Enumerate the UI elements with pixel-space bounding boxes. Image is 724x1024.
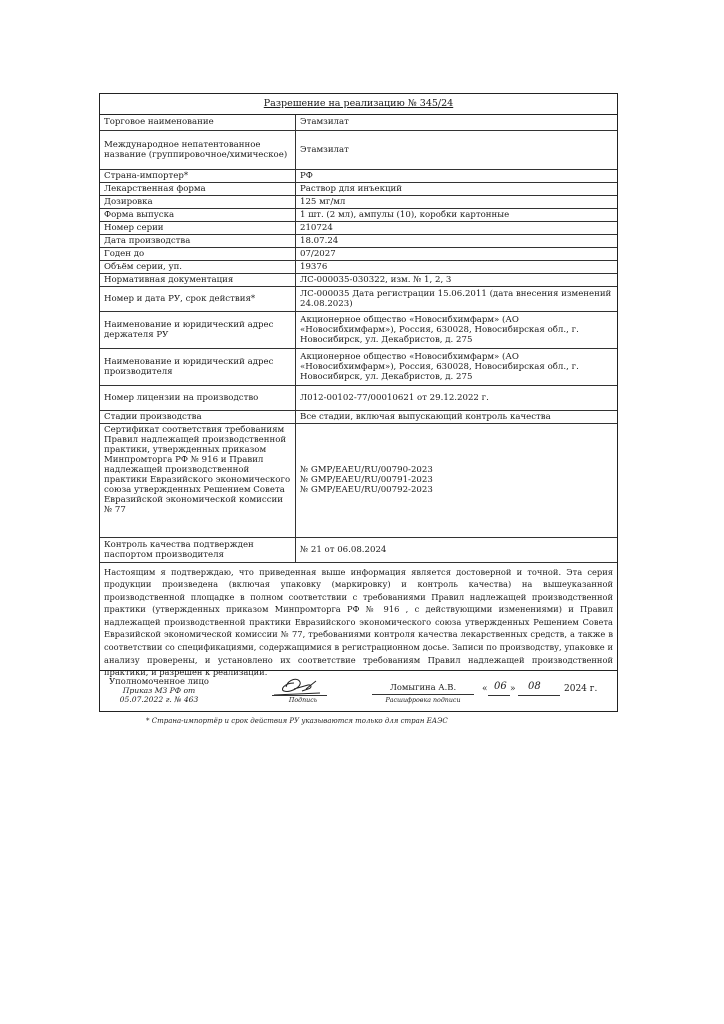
row-value: ЛС-000035 Дата регистрации 15.06.2011 (дата внесения изменений 24.08.2023): [296, 286, 618, 311]
row-value: 07/2027: [296, 247, 618, 260]
row-value: РФ: [296, 169, 618, 182]
row-label: Номер лицензии на производство: [100, 385, 296, 410]
row-label: Наименование и юридический адрес держателя РУ: [100, 311, 296, 348]
row-label: Наименование и юридический адрес производителя: [100, 348, 296, 385]
row-value: ЛС-000035-030322, изм. № 1, 2, 3: [296, 273, 618, 286]
table-row: [100, 208, 617, 221]
table-row: [100, 410, 617, 423]
table-row: [100, 311, 617, 348]
footnote: * Страна-импортёр и срок действия РУ указываются только для стран ЕАЭС: [146, 717, 448, 725]
table-row: [100, 260, 617, 273]
row-label: Международное непатентованное название (группировочное/химическое): [100, 130, 296, 169]
row-value: 18.07.24: [296, 234, 618, 247]
row-value: Все стадии, включая выпускающий контроль качества: [296, 410, 618, 423]
row-label: Дата производства: [100, 234, 296, 247]
row-value: Л012-00102-77/00010621 от 29.12.2022 г.: [296, 385, 618, 410]
table-row: [100, 130, 617, 169]
confirmation-statement: Настоящим я подтверждаю, что приведенная выше информация является достоверной и точной. Эта серия продукции произведена (включая упаковку (маркировку) и контроль качества) на вышеуказанной производственной площадке в полном соответствии с требованиями Правил надлежащей производственной практики (утвержденных приказом Минпромторга РФ № 916 , с действующими изменениями) и Правил надлежащей производственной практики Евразийского экономического союза утвержденных Решением Совета Евразийской экономической комиссии № 77, требованиями контроля качества лекарственных средств, а также в соответствии со спецификациями, содержащимися в регистрационном досье. Записи по производству, упаковке и анализу проверены, и установлено их соответствие требованиям Правил надлежащей производственной практики, и разрешен к реализации.: [100, 563, 617, 671]
product-info-table: [100, 115, 617, 563]
row-label: Страна-импортер*: [100, 169, 296, 182]
signer-name: Ломыгина А.В.: [389, 681, 457, 692]
row-label: Номер серии: [100, 221, 296, 234]
document-title: Разрешение на реализацию № 345/24: [100, 94, 617, 115]
table-row: [100, 423, 617, 537]
permit-document: [99, 93, 618, 712]
table-row: [100, 385, 617, 410]
signature-cell: [224, 671, 332, 711]
row-label: Номер и дата РУ, срок действия*: [100, 286, 296, 311]
signature-caption: Подпись: [288, 696, 318, 704]
row-label: Форма выпуска: [100, 208, 296, 221]
date-day: 06: [494, 680, 507, 692]
row-value: Этамзилат: [296, 115, 618, 130]
table-row: [100, 286, 617, 311]
row-value: Раствор для инъекций: [296, 182, 618, 195]
table-row: [100, 247, 617, 260]
signature-block: [100, 671, 617, 711]
row-label: Дозировка: [100, 195, 296, 208]
table-row: [100, 348, 617, 385]
row-label: Торговое наименование: [100, 115, 296, 130]
row-label: Объём серии, уп.: [100, 260, 296, 273]
row-value: 1 шт. (2 мл), ампулы (10), коробки картонные: [296, 208, 618, 221]
row-value: № 21 от 06.08.2024: [296, 537, 618, 562]
row-label: Стадии производства: [100, 410, 296, 423]
date-cell: « 06 » 08 2024 г.: [482, 680, 598, 694]
table-row: [100, 273, 617, 286]
row-label: Годен до: [100, 247, 296, 260]
date-year: 2024 г.: [564, 683, 598, 694]
name-cell: [368, 671, 478, 711]
row-value: 19376: [296, 260, 618, 273]
row-label: Лекарственная форма: [100, 182, 296, 195]
row-value: № GMP/EAEU/RU/00790-2023 № GMP/EAEU/RU/00791-2023 № GMP/EAEU/RU/00792-2023: [296, 423, 618, 537]
table-row: [100, 195, 617, 208]
row-value: Этамзилат: [296, 130, 618, 169]
row-value: Акционерное общество «Новосибхимфарм» (АО «Новосибхимфарм»), Россия, 630028, Новосибирская обл., г. Новосибирск, ул. Декабристов, д. 275: [296, 311, 618, 348]
row-value: Акционерное общество «Новосибхимфарм» (АО «Новосибхимфарм»), Россия, 630028, Новосибирская обл., г. Новосибирск, ул. Декабристов, д. 275: [296, 348, 618, 385]
table-row: [100, 537, 617, 562]
row-label: Сертификат соответствия требованиям Правил надлежащей производственной практики, утвержденных приказом Минпромторга РФ № 916 и Правил надлежащей производственной практики Евразийского экономического союза утвержденных Решением Совета Евразийской экономической комиссии № 77: [100, 423, 296, 537]
person-title: Уполномоченное лицо: [109, 675, 209, 686]
date-month: 08: [528, 680, 541, 692]
row-label: Контроль качества подтвержден паспортом производителя: [100, 537, 296, 562]
row-value: 125 мг/мл: [296, 195, 618, 208]
row-label: Нормативная документация: [100, 273, 296, 286]
row-value: 210724: [296, 221, 618, 234]
name-caption: Расшифровка подписи: [385, 696, 461, 704]
table-row: [100, 234, 617, 247]
table-row: [100, 221, 617, 234]
authorized-person: [100, 676, 218, 711]
table-row: [100, 182, 617, 195]
order-reference: Приказ МЗ РФ от 05.07.2022 г. № 463: [119, 685, 199, 704]
table-row: [100, 115, 617, 130]
table-row: [100, 169, 617, 182]
